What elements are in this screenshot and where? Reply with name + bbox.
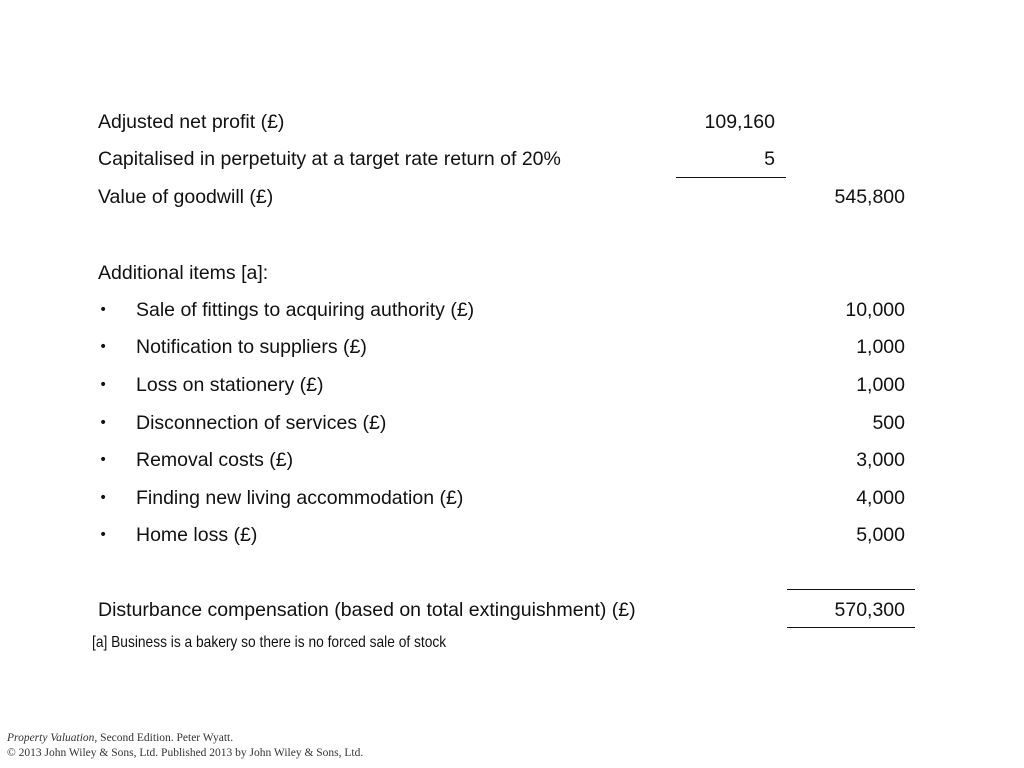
item-label: Removal costs (£): [136, 449, 294, 471]
goodwill-label: Value of goodwill (£): [98, 186, 274, 208]
total-value: 570,300: [834, 599, 905, 621]
item-value: 3,000: [856, 449, 905, 471]
capitalised-label: Capitalised in perpetuity at a target rate return of 20%: [98, 148, 561, 170]
copyright: © 2013 John Wiley & Sons, Ltd. Published 2013 by John Wiley & Sons, Ltd.: [7, 747, 364, 759]
additional-items-heading: Additional items [a]:: [98, 262, 269, 284]
goodwill-value: 545,800: [834, 186, 905, 208]
total-label: Disturbance compensation (based on total extinguishment) (£): [98, 599, 636, 621]
book-edition: , Second Edition. Peter Wyatt.: [94, 732, 234, 744]
item-label: Sale of fittings to acquiring authority (£): [136, 299, 475, 321]
item-value: 1,000: [856, 374, 905, 396]
book-credit: [7, 733, 233, 745]
adjusted-net-profit-value: 109,160: [704, 111, 775, 133]
total-bottom-rule: [787, 627, 915, 628]
item-value: 10,000: [845, 299, 905, 321]
item-label: Home loss (£): [136, 524, 258, 546]
total-top-rule: [787, 589, 915, 590]
item-label: Finding new living accommodation (£): [136, 487, 464, 509]
bullet-icon: •: [99, 490, 108, 506]
item-value: 5,000: [856, 524, 905, 546]
bullet-icon: •: [99, 339, 108, 355]
subtotal-rule: [676, 177, 786, 178]
footnote: [a] Business is a bakery so there is no forced sale of stock: [92, 634, 447, 651]
item-label: Notification to suppliers (£): [136, 336, 367, 358]
item-label: Disconnection of services (£): [136, 412, 387, 434]
item-value: 4,000: [856, 487, 905, 509]
item-value: 1,000: [856, 336, 905, 358]
bullet-icon: •: [99, 415, 108, 431]
item-value: 500: [872, 412, 905, 434]
capitalised-value: 5: [764, 148, 775, 170]
item-label: Loss on stationery (£): [136, 374, 324, 396]
bullet-icon: •: [99, 452, 108, 468]
adjusted-net-profit-label: Adjusted net profit (£): [98, 111, 285, 133]
bullet-icon: •: [99, 377, 108, 393]
bullet-icon: •: [99, 527, 108, 543]
book-title: Property Valuation: [7, 732, 95, 744]
bullet-icon: •: [99, 302, 108, 318]
